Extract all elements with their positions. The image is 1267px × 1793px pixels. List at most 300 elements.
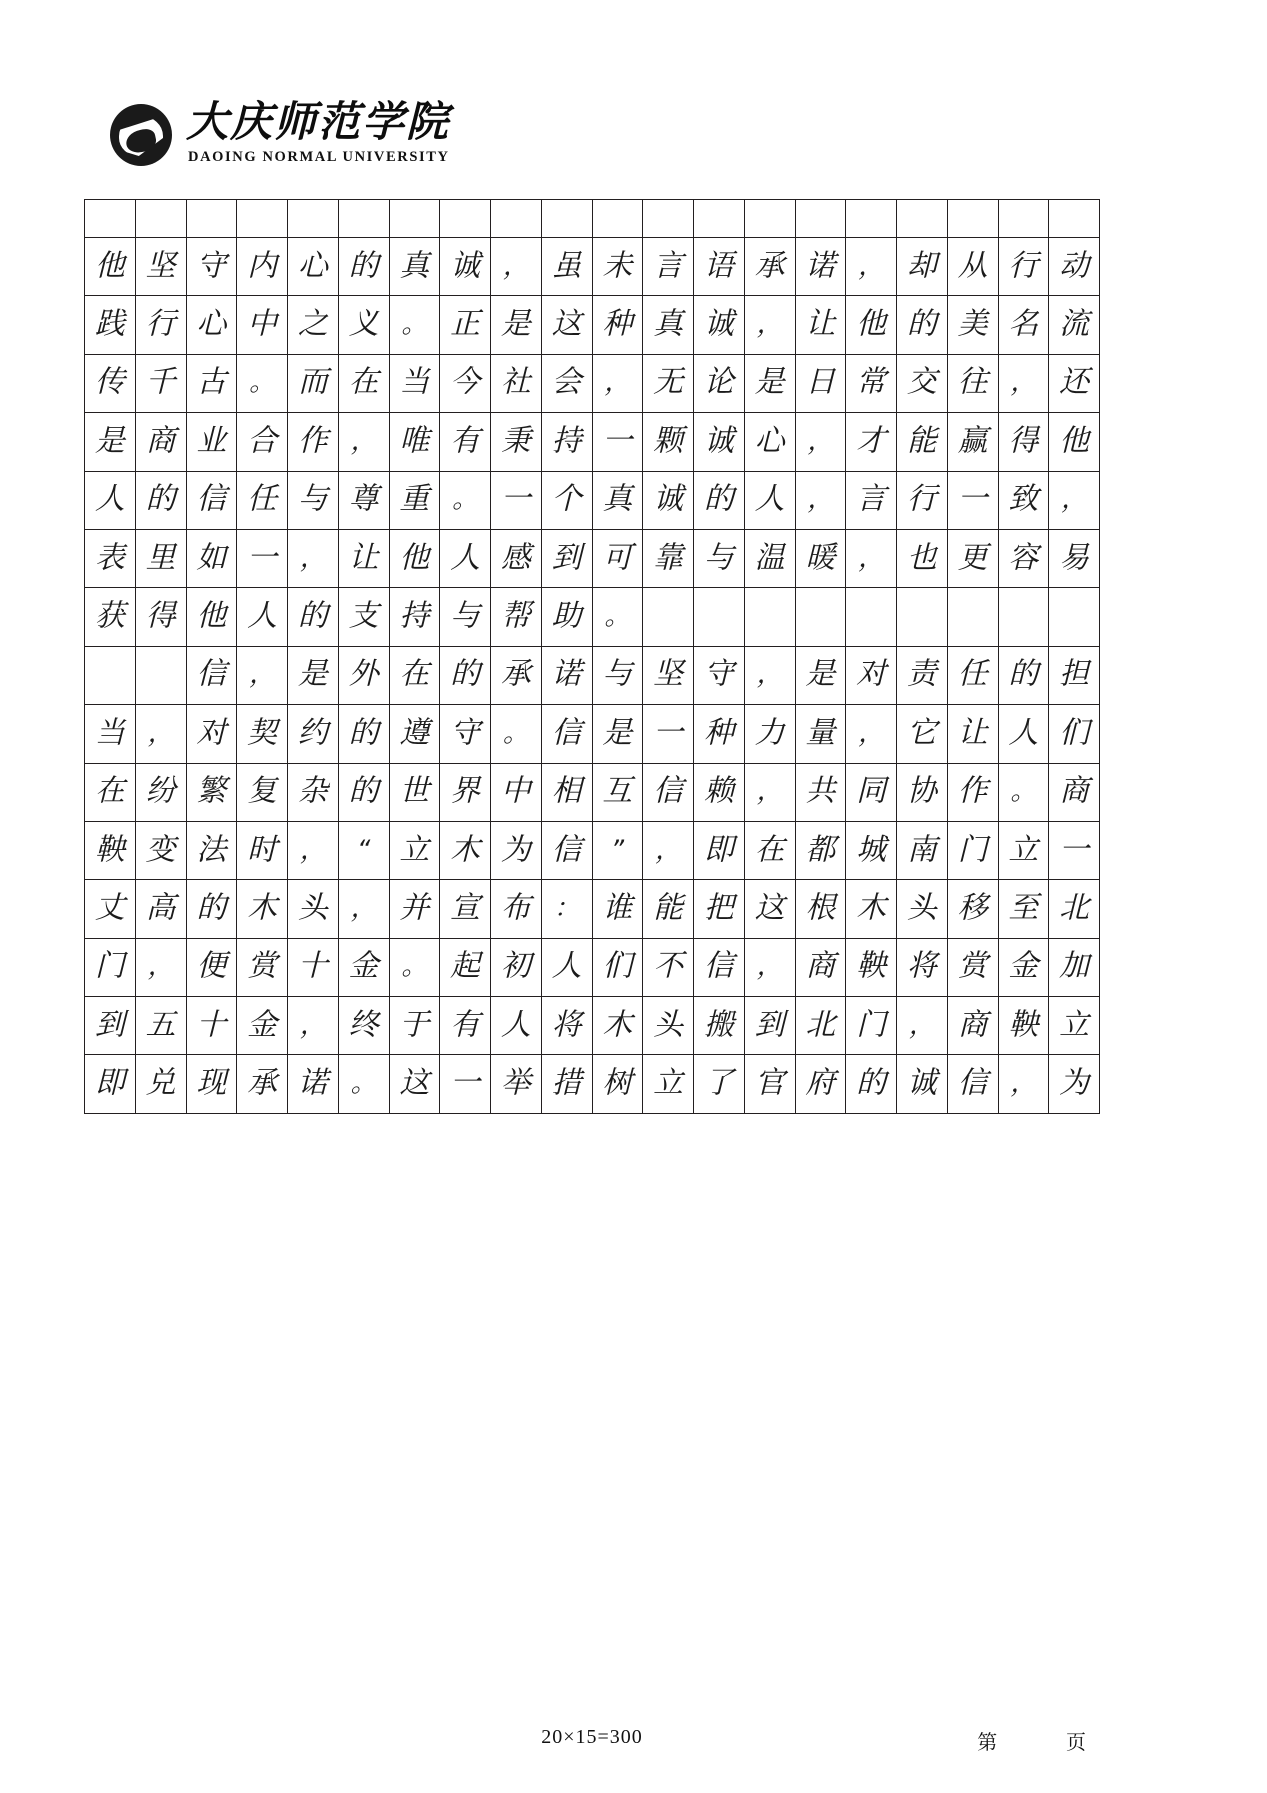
grid-cell — [237, 1055, 288, 1113]
grid-character: 纷 — [145, 773, 176, 809]
grid-character: ， — [147, 718, 174, 749]
grid-cell — [643, 588, 694, 646]
grid-cell — [897, 880, 948, 938]
grid-character: ， — [299, 543, 326, 574]
grid-cell — [745, 296, 796, 354]
grid-cell — [846, 647, 897, 705]
grid-cell — [288, 705, 339, 763]
grid-cell — [491, 530, 542, 588]
grid-cell — [796, 764, 847, 822]
grid-cell — [542, 1055, 593, 1113]
grid-cell — [593, 764, 644, 822]
grid-cell — [85, 200, 136, 238]
grid-cell — [897, 939, 948, 997]
grid-character: 门 — [94, 948, 125, 984]
grid-cell — [288, 1055, 339, 1113]
grid-character: ， — [858, 543, 885, 574]
grid-character: 责 — [906, 656, 937, 692]
grid-cell — [85, 355, 136, 413]
grid-character: 易 — [1059, 540, 1090, 576]
grid-character: ， — [1010, 367, 1037, 398]
grid-character: 一 — [602, 423, 633, 459]
grid-cell — [542, 296, 593, 354]
grid-cell — [85, 705, 136, 763]
grid-cell — [491, 939, 542, 997]
grid-cell — [948, 880, 999, 938]
grid-character: 这 — [754, 890, 785, 926]
grid-character: 秉 — [500, 423, 531, 459]
grid-cell — [440, 705, 491, 763]
grid-character: 更 — [957, 540, 988, 576]
grid-cell — [136, 530, 187, 588]
grid-character: 到 — [94, 1007, 125, 1043]
grid-character: 持 — [551, 423, 582, 459]
grid-cell — [897, 238, 948, 296]
grid-character: 信 — [703, 948, 734, 984]
grid-cell — [897, 200, 948, 238]
grid-cell — [796, 200, 847, 238]
grid-cell — [846, 997, 897, 1055]
grid-cell — [237, 355, 288, 413]
grid-character: 协 — [906, 773, 937, 809]
grid-cell — [1049, 647, 1100, 705]
grid-cell — [643, 200, 694, 238]
grid-cell — [1049, 530, 1100, 588]
grid-cell — [1049, 472, 1100, 530]
grid-cell — [136, 939, 187, 997]
grid-character: 正 — [450, 306, 481, 342]
grid-cell — [948, 413, 999, 471]
grid-character: 诺 — [805, 248, 836, 284]
grid-character: 让 — [348, 540, 379, 576]
grid-cell — [136, 413, 187, 471]
grid-character: 世 — [399, 773, 430, 809]
grid-cell — [948, 822, 999, 880]
grid-cell — [542, 200, 593, 238]
grid-character: 加 — [1059, 948, 1090, 984]
grid-character: ， — [502, 251, 529, 282]
grid-cell — [187, 472, 238, 530]
grid-cell — [542, 238, 593, 296]
grid-character: 的 — [906, 306, 937, 342]
grid-character: 木 — [247, 890, 278, 926]
grid-character: 同 — [856, 773, 887, 809]
grid-cell — [846, 939, 897, 997]
grid-cell — [237, 413, 288, 471]
grid-character: 们 — [602, 948, 633, 984]
grid-cell — [136, 296, 187, 354]
grid-cell — [593, 939, 644, 997]
grid-character: 初 — [500, 948, 531, 984]
grid-character: 为 — [1059, 1065, 1090, 1101]
grid-cell — [85, 588, 136, 646]
grid-cell — [440, 764, 491, 822]
grid-cell — [187, 705, 238, 763]
grid-cell — [288, 764, 339, 822]
grid-cell — [999, 647, 1050, 705]
grid-character: 即 — [94, 1065, 125, 1101]
grid-character: 践 — [94, 306, 125, 342]
grid-character: 的 — [348, 715, 379, 751]
grid-character: 人 — [500, 1007, 531, 1043]
grid-character: ， — [858, 251, 885, 282]
grid-character: 头 — [906, 890, 937, 926]
grid-character: 搬 — [703, 1007, 734, 1043]
grid-character: 的 — [348, 248, 379, 284]
grid-character: 业 — [196, 423, 227, 459]
grid-character: 今 — [450, 364, 481, 400]
grid-character: 官 — [754, 1065, 785, 1101]
grid-character: ， — [807, 426, 834, 457]
grid-character: ， — [350, 893, 377, 924]
grid-cell — [237, 764, 288, 822]
grid-character: 北 — [1059, 890, 1090, 926]
grid-character: 与 — [297, 481, 328, 517]
grid-cell — [237, 822, 288, 880]
grid-row — [85, 822, 1100, 880]
grid-cell — [390, 296, 441, 354]
grid-cell — [948, 997, 999, 1055]
grid-cell — [694, 530, 745, 588]
grid-cell — [390, 880, 441, 938]
grid-cell — [187, 530, 238, 588]
grid-character: 感 — [500, 540, 531, 576]
grid-character: 立 — [399, 831, 430, 867]
grid-cell — [136, 472, 187, 530]
grid-character: 鞅 — [1008, 1007, 1039, 1043]
grid-character: 的 — [297, 598, 328, 634]
grid-cell — [440, 822, 491, 880]
grid-character: 是 — [754, 364, 785, 400]
grid-cell — [846, 355, 897, 413]
grid-cell — [542, 413, 593, 471]
grid-cell — [846, 530, 897, 588]
grid-cell — [491, 647, 542, 705]
grid-character: 起 — [450, 948, 481, 984]
grid-cell — [440, 939, 491, 997]
grid-cell — [390, 200, 441, 238]
grid-character: 作 — [297, 423, 328, 459]
grid-character: 暖 — [805, 540, 836, 576]
grid-row — [85, 530, 1100, 588]
grid-cell — [491, 296, 542, 354]
grid-cell — [187, 880, 238, 938]
grid-character: 信 — [196, 481, 227, 517]
grid-row — [85, 939, 1100, 997]
letterhead — [110, 97, 451, 166]
grid-character: 却 — [906, 248, 937, 284]
grid-character: 便 — [196, 948, 227, 984]
grid-cell — [85, 1055, 136, 1113]
grid-character: 商 — [145, 423, 176, 459]
grid-character: 行 — [1008, 248, 1039, 284]
grid-cell — [339, 764, 390, 822]
grid-cell — [390, 822, 441, 880]
grid-character: 兑 — [145, 1065, 176, 1101]
grid-cell — [948, 238, 999, 296]
grid-cell — [694, 200, 745, 238]
grid-cell — [593, 588, 644, 646]
grid-row — [85, 1055, 1100, 1113]
grid-cell — [999, 238, 1050, 296]
grid-character: 心 — [754, 423, 785, 459]
grid-character: 十 — [297, 948, 328, 984]
grid-character: 它 — [906, 715, 937, 751]
grid-cell — [593, 1055, 644, 1113]
grid-character: 表 — [94, 540, 125, 576]
grid-cell — [897, 588, 948, 646]
grid-cell — [948, 1055, 999, 1113]
grid-character: 常 — [856, 364, 887, 400]
grid-cell — [136, 880, 187, 938]
grid-row — [85, 647, 1100, 705]
grid-character: 即 — [703, 831, 734, 867]
grid-cell — [745, 822, 796, 880]
grid-character: 都 — [805, 831, 836, 867]
grid-character: ： — [553, 893, 580, 924]
grid-character: 之 — [297, 306, 328, 342]
grid-character: 的 — [1008, 656, 1039, 692]
grid-character: 们 — [1059, 715, 1090, 751]
grid-character: 。 — [1010, 776, 1037, 807]
grid-character: 中 — [500, 773, 531, 809]
grid-cell — [187, 588, 238, 646]
grid-character: 坚 — [653, 656, 684, 692]
grid-cell — [846, 413, 897, 471]
grid-cell — [237, 939, 288, 997]
grid-row — [85, 472, 1100, 530]
grid-cell — [491, 413, 542, 471]
grid-cell — [643, 472, 694, 530]
grid-character: 美 — [957, 306, 988, 342]
grid-character: ， — [350, 426, 377, 457]
grid-cell — [288, 238, 339, 296]
grid-character: 一 — [450, 1065, 481, 1101]
grid-character: 帮 — [500, 598, 531, 634]
grid-character: 信 — [653, 773, 684, 809]
grid-character: 社 — [500, 364, 531, 400]
grid-character: 契 — [247, 715, 278, 751]
letterhead-text — [186, 97, 451, 166]
grid-cell — [897, 355, 948, 413]
grid-character: 互 — [602, 773, 633, 809]
grid-cell — [187, 939, 238, 997]
grid-cell — [288, 413, 339, 471]
grid-character: 如 — [196, 540, 227, 576]
grid-cell — [846, 296, 897, 354]
grid-character: 会 — [551, 364, 582, 400]
grid-character: 约 — [297, 715, 328, 751]
grid-cell — [85, 296, 136, 354]
grid-cell — [999, 296, 1050, 354]
grid-cell — [1049, 822, 1100, 880]
grid-cell — [1049, 705, 1100, 763]
grid-character: 。 — [249, 367, 276, 398]
grid-character: 行 — [145, 306, 176, 342]
grid-cell — [1049, 588, 1100, 646]
grid-character: 论 — [703, 364, 734, 400]
grid-character: 他 — [1059, 423, 1090, 459]
grid-character: 将 — [906, 948, 937, 984]
grid-character: ， — [858, 718, 885, 749]
grid-cell — [390, 705, 441, 763]
grid-character: 让 — [957, 715, 988, 751]
grid-cell — [643, 764, 694, 822]
grid-cell — [846, 764, 897, 822]
grid-row — [85, 997, 1100, 1055]
grid-cell — [745, 200, 796, 238]
grid-character: 在 — [754, 831, 785, 867]
grid-cell — [1049, 880, 1100, 938]
grid-cell — [948, 472, 999, 530]
grid-character: 心 — [196, 306, 227, 342]
grid-cell — [694, 238, 745, 296]
grid-character: 立 — [1008, 831, 1039, 867]
grid-character: 诚 — [450, 248, 481, 284]
grid-cell — [339, 472, 390, 530]
grid-cell — [339, 588, 390, 646]
grid-cell — [897, 647, 948, 705]
grid-cell — [948, 764, 999, 822]
grid-cell — [491, 472, 542, 530]
grid-cell — [643, 238, 694, 296]
grid-character: 当 — [94, 715, 125, 751]
grid-cell — [339, 647, 390, 705]
grid-character: 里 — [145, 540, 176, 576]
grid-cell — [339, 200, 390, 238]
grid-cell — [593, 296, 644, 354]
grid-character: 力 — [754, 715, 785, 751]
grid-cell — [237, 238, 288, 296]
grid-cell — [187, 647, 238, 705]
grid-cell — [440, 880, 491, 938]
grid-cell — [745, 238, 796, 296]
grid-cell — [643, 880, 694, 938]
grid-character: 交 — [906, 364, 937, 400]
grid-cell — [491, 1055, 542, 1113]
grid-character: ， — [299, 835, 326, 866]
grid-cell — [694, 355, 745, 413]
grid-cell — [542, 647, 593, 705]
grid-cell — [237, 200, 288, 238]
grid-character: 一 — [500, 481, 531, 517]
grid-character: 从 — [957, 248, 988, 284]
grid-character: ， — [908, 1010, 935, 1041]
grid-cell — [796, 588, 847, 646]
grid-character: ” — [610, 835, 625, 866]
grid-character: 他 — [196, 598, 227, 634]
grid-cell — [491, 200, 542, 238]
grid-character: 古 — [196, 364, 227, 400]
grid-cell — [593, 530, 644, 588]
grid-character: 。 — [452, 484, 479, 515]
grid-cell — [85, 997, 136, 1055]
grid-cell — [339, 238, 390, 296]
grid-row — [85, 200, 1100, 238]
grid-character: 谁 — [602, 890, 633, 926]
grid-cell — [796, 1055, 847, 1113]
grid-cell — [796, 997, 847, 1055]
grid-cell — [85, 238, 136, 296]
grid-cell — [288, 647, 339, 705]
grid-cell — [390, 1055, 441, 1113]
grid-character: 能 — [653, 890, 684, 926]
grid-cell — [745, 764, 796, 822]
grid-character: 让 — [805, 306, 836, 342]
grid-cell — [136, 705, 187, 763]
grid-row — [85, 588, 1100, 646]
grid-character: 五 — [145, 1007, 176, 1043]
grid-cell — [390, 530, 441, 588]
grid-character: ， — [807, 484, 834, 515]
grid-character: 于 — [399, 1007, 430, 1043]
grid-character: 语 — [703, 248, 734, 284]
grid-character: 在 — [348, 364, 379, 400]
grid-character: 。 — [350, 1068, 377, 1099]
grid-cell — [390, 588, 441, 646]
grid-cell — [948, 355, 999, 413]
grid-cell — [136, 588, 187, 646]
grid-cell — [187, 822, 238, 880]
grid-row — [85, 764, 1100, 822]
grid-character: 对 — [856, 656, 887, 692]
grid-cell — [440, 413, 491, 471]
grid-cell — [643, 705, 694, 763]
grid-character: 是 — [500, 306, 531, 342]
grid-cell — [846, 1055, 897, 1113]
grid-character: 言 — [653, 248, 684, 284]
grid-cell — [643, 296, 694, 354]
grid-character: 诚 — [653, 481, 684, 517]
grid-character: 立 — [653, 1065, 684, 1101]
grid-cell — [593, 200, 644, 238]
grid-character: 心 — [297, 248, 328, 284]
grid-cell — [593, 822, 644, 880]
grid-character: 为 — [500, 831, 531, 867]
grid-row — [85, 296, 1100, 354]
grid-character: 无 — [653, 364, 684, 400]
grid-character: 的 — [703, 481, 734, 517]
grid-cell — [999, 355, 1050, 413]
grid-character: 诺 — [297, 1065, 328, 1101]
grid-cell — [339, 530, 390, 588]
grid-cell — [288, 880, 339, 938]
grid-cell — [643, 939, 694, 997]
grid-character: 赢 — [957, 423, 988, 459]
grid-cell — [643, 355, 694, 413]
grid-row — [85, 355, 1100, 413]
grid-character: ， — [756, 659, 783, 690]
grid-cell — [643, 530, 694, 588]
grid-character: 承 — [247, 1065, 278, 1101]
grid-character: 府 — [805, 1065, 836, 1101]
grid-cell — [643, 413, 694, 471]
grid-character: 时 — [247, 831, 278, 867]
grid-character: 人 — [754, 481, 785, 517]
grid-character: 守 — [196, 248, 227, 284]
grid-cell — [694, 472, 745, 530]
grid-character: ， — [756, 951, 783, 982]
grid-character: 将 — [551, 1007, 582, 1043]
grid-character: 真 — [653, 306, 684, 342]
grid-cell — [593, 472, 644, 530]
grid-cell — [796, 822, 847, 880]
grid-row — [85, 413, 1100, 471]
grid-cell — [999, 588, 1050, 646]
grid-character: 能 — [906, 423, 937, 459]
grid-cell — [187, 764, 238, 822]
grid-character: ， — [249, 659, 276, 690]
